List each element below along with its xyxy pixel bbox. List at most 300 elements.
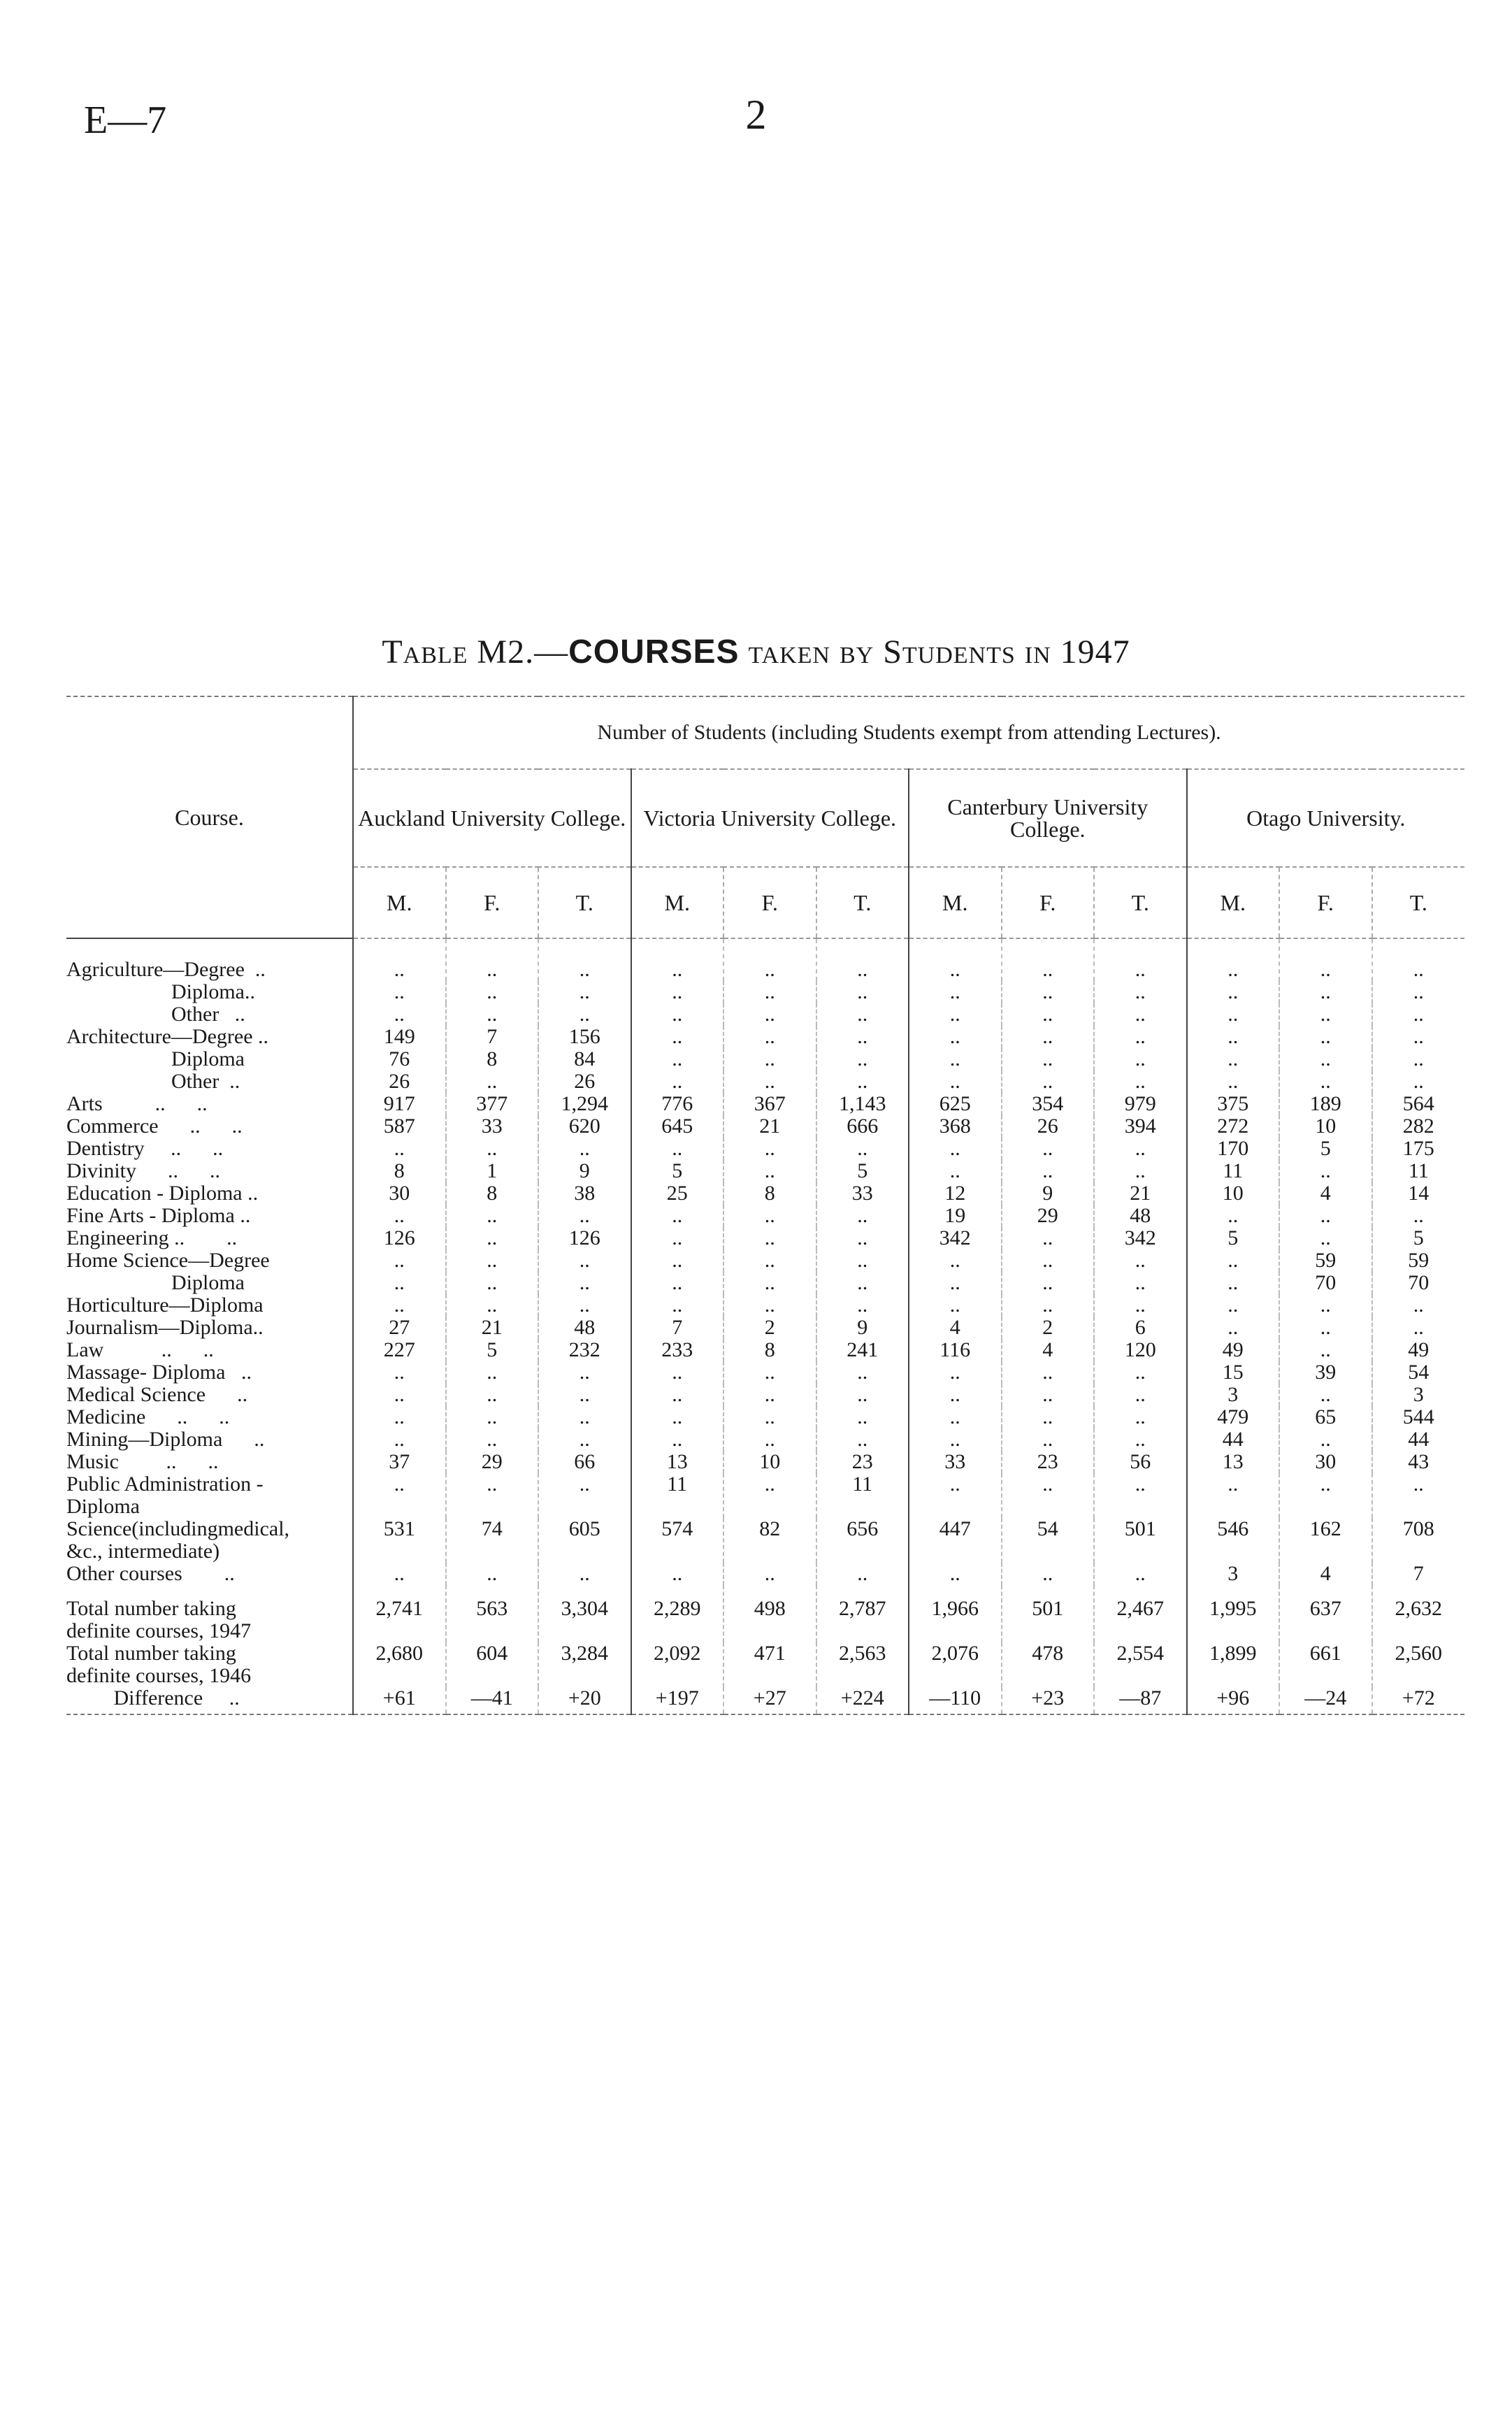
count-cell: ..	[1002, 1048, 1095, 1070]
count-cell: +197	[631, 1687, 724, 1714]
count-cell: 49	[1372, 1339, 1465, 1361]
count-cell: 5	[631, 1160, 724, 1182]
count-cell: ..	[723, 1138, 816, 1160]
sub-header-m: M.	[631, 867, 724, 938]
count-cell: ..	[353, 1406, 446, 1428]
count-cell: 2	[723, 1317, 816, 1339]
count-cell: ..	[816, 1249, 909, 1272]
count-cell: 12	[909, 1182, 1002, 1205]
count-cell: ..	[353, 1384, 446, 1406]
count-cell: 342	[1094, 1227, 1187, 1249]
count-cell: ..	[1187, 1473, 1280, 1518]
table-row	[66, 1361, 1464, 1384]
count-cell: ..	[631, 1138, 724, 1160]
count-cell: —41	[446, 1687, 539, 1714]
count-cell: 38	[538, 1182, 631, 1205]
count-cell: 23	[816, 1451, 909, 1473]
table-row	[66, 1339, 1464, 1361]
count-cell: 367	[723, 1093, 816, 1115]
count-cell: ..	[538, 1406, 631, 1428]
count-cell: ..	[446, 1205, 539, 1227]
count-cell: ..	[538, 1272, 631, 1294]
count-cell: 26	[538, 1070, 631, 1093]
count-cell: 70	[1279, 1272, 1372, 1294]
count-cell: 479	[1187, 1406, 1280, 1428]
count-cell: 1,899	[1187, 1642, 1280, 1687]
count-cell: 54	[1002, 1518, 1095, 1563]
count-cell: ..	[909, 1070, 1002, 1093]
college-header-victoria: Victoria University College.	[631, 769, 909, 867]
count-cell: ..	[1187, 1048, 1280, 1070]
count-cell: ..	[723, 1361, 816, 1384]
count-cell: 546	[1187, 1518, 1280, 1563]
count-cell: 54	[1372, 1361, 1465, 1384]
count-cell: 661	[1279, 1642, 1372, 1687]
count-cell: ..	[1094, 1384, 1187, 1406]
count-cell: ..	[1372, 1026, 1465, 1048]
sub-header-t: T.	[538, 867, 631, 938]
count-cell: ..	[631, 1227, 724, 1249]
table-row	[66, 1687, 1464, 1714]
count-cell: ..	[1279, 981, 1372, 1003]
count-cell: ..	[723, 938, 816, 981]
count-cell: 4	[1279, 1182, 1372, 1205]
count-cell: 605	[538, 1518, 631, 1563]
table-title-suffix: taken by Students in 1947	[739, 633, 1130, 671]
count-cell: —24	[1279, 1687, 1372, 1714]
table-row	[66, 1406, 1464, 1428]
count-cell: ..	[631, 1048, 724, 1070]
count-cell: ..	[1187, 1205, 1280, 1227]
count-cell: ..	[816, 1003, 909, 1026]
count-cell: ..	[1002, 981, 1095, 1003]
count-cell: ..	[631, 1272, 724, 1294]
table-row	[66, 938, 1464, 981]
course-label: Law .. ..	[66, 1339, 353, 1361]
count-cell: 2,680	[353, 1642, 446, 1687]
count-cell: +72	[1372, 1687, 1465, 1714]
course-label: Diploma..	[66, 981, 353, 1003]
count-cell: ..	[723, 1160, 816, 1182]
course-label: Fine Arts - Diploma ..	[66, 1205, 353, 1227]
count-cell: ..	[1372, 1205, 1465, 1227]
sub-header-m: M.	[353, 867, 446, 938]
count-cell: ..	[1002, 1294, 1095, 1317]
count-cell: ..	[1002, 1003, 1095, 1026]
count-cell: 1,995	[1187, 1585, 1280, 1642]
course-label: Music .. ..	[66, 1451, 353, 1473]
table-row	[66, 1026, 1464, 1048]
count-cell: ..	[909, 1249, 1002, 1272]
count-cell: 2,076	[909, 1642, 1002, 1687]
count-cell: 120	[1094, 1339, 1187, 1361]
table-body	[66, 938, 1464, 1714]
course-label: Horticulture—Diploma	[66, 1294, 353, 1317]
count-cell: ..	[1094, 1406, 1187, 1428]
count-cell: ..	[816, 1563, 909, 1585]
count-cell: ..	[909, 1160, 1002, 1182]
count-cell: ..	[1279, 1048, 1372, 1070]
count-cell: 3	[1372, 1384, 1465, 1406]
table-row	[66, 1138, 1464, 1160]
count-cell: ..	[1279, 1070, 1372, 1093]
course-label: Medicine .. ..	[66, 1406, 353, 1428]
course-label: Science(includingmedical, &c., intermediate)	[66, 1518, 353, 1563]
count-cell: 666	[816, 1115, 909, 1138]
count-cell: 8	[723, 1182, 816, 1205]
count-cell: ..	[1187, 1272, 1280, 1294]
course-label: Home Science—Degree	[66, 1249, 353, 1272]
count-cell: ..	[446, 1428, 539, 1451]
count-cell: +27	[723, 1687, 816, 1714]
table-row	[66, 1563, 1464, 1585]
count-cell: 156	[538, 1026, 631, 1048]
count-cell: 10	[723, 1451, 816, 1473]
table-row	[66, 1160, 1464, 1182]
count-cell: ..	[1094, 1070, 1187, 1093]
count-cell: ..	[1094, 1249, 1187, 1272]
count-cell: ..	[538, 1563, 631, 1585]
count-cell: 564	[1372, 1093, 1465, 1115]
count-cell: 2,289	[631, 1585, 724, 1642]
course-label: Total number taking definite courses, 1946	[66, 1642, 353, 1687]
count-cell: +23	[1002, 1687, 1095, 1714]
count-cell: 2,632	[1372, 1585, 1465, 1642]
count-cell: 2,563	[816, 1642, 909, 1687]
count-cell: ..	[1279, 1428, 1372, 1451]
count-cell: ..	[353, 1272, 446, 1294]
count-cell: 1,143	[816, 1093, 909, 1115]
course-column-header: Course.	[66, 696, 353, 938]
count-cell: ..	[909, 1563, 1002, 1585]
count-cell: ..	[631, 1563, 724, 1585]
count-cell: 708	[1372, 1518, 1465, 1563]
count-cell: ..	[723, 1249, 816, 1272]
count-cell: ..	[631, 1205, 724, 1227]
course-label: Divinity .. ..	[66, 1160, 353, 1182]
count-cell: ..	[1279, 1227, 1372, 1249]
count-cell: 21	[446, 1317, 539, 1339]
count-cell: 48	[1094, 1205, 1187, 1227]
count-cell: ..	[1279, 1003, 1372, 1026]
count-cell: ..	[1002, 1563, 1095, 1585]
count-cell: 65	[1279, 1406, 1372, 1428]
count-cell: ..	[723, 1473, 816, 1518]
count-cell: 4	[1279, 1563, 1372, 1585]
count-cell: ..	[446, 981, 539, 1003]
count-cell: 19	[909, 1205, 1002, 1227]
count-cell: 59	[1279, 1249, 1372, 1272]
count-cell: 11	[1187, 1160, 1280, 1182]
count-cell: ..	[1372, 1048, 1465, 1070]
count-cell: ..	[538, 1205, 631, 1227]
count-cell: 27	[353, 1317, 446, 1339]
count-cell: +61	[353, 1687, 446, 1714]
count-cell: 574	[631, 1518, 724, 1563]
count-cell: 531	[353, 1518, 446, 1563]
table-row	[66, 1294, 1464, 1317]
count-cell: 7	[1372, 1563, 1465, 1585]
count-cell: ..	[1279, 1473, 1372, 1518]
count-cell: ..	[1094, 1361, 1187, 1384]
count-cell: ..	[1094, 1160, 1187, 1182]
count-cell: 8	[446, 1048, 539, 1070]
count-cell: 5	[816, 1160, 909, 1182]
count-cell: ..	[1372, 1003, 1465, 1026]
count-cell: 11	[816, 1473, 909, 1518]
count-cell: —87	[1094, 1687, 1187, 1714]
count-cell: ..	[631, 1361, 724, 1384]
count-cell: ..	[1279, 1205, 1372, 1227]
table-title-prefix: Table M2.—	[382, 633, 569, 671]
count-cell: ..	[1279, 1339, 1372, 1361]
count-cell: ..	[446, 1249, 539, 1272]
table-row	[66, 1249, 1464, 1272]
count-cell: ..	[723, 1406, 816, 1428]
course-label: Diploma	[66, 1048, 353, 1070]
count-cell: 1	[446, 1160, 539, 1182]
count-cell: ..	[723, 1026, 816, 1048]
sub-header-m: M.	[909, 867, 1002, 938]
count-cell: ..	[909, 1294, 1002, 1317]
count-cell: ..	[1002, 1138, 1095, 1160]
count-cell: 377	[446, 1093, 539, 1115]
count-cell: ..	[1094, 1026, 1187, 1048]
count-cell: ..	[353, 1003, 446, 1026]
count-cell: 8	[723, 1339, 816, 1361]
count-cell: ..	[723, 1272, 816, 1294]
count-cell: 3,304	[538, 1585, 631, 1642]
sub-header-t: T.	[816, 867, 909, 938]
count-cell: 979	[1094, 1093, 1187, 1115]
count-cell: 5	[1187, 1227, 1280, 1249]
course-label: Mining—Diploma ..	[66, 1428, 353, 1451]
count-cell: ..	[816, 1428, 909, 1451]
count-cell: ..	[538, 1384, 631, 1406]
college-header-otago: Otago University.	[1187, 769, 1465, 867]
count-cell: ..	[816, 938, 909, 981]
table-row	[66, 1182, 1464, 1205]
count-cell: 43	[1372, 1451, 1465, 1473]
course-label: Diploma	[66, 1272, 353, 1294]
table-row	[66, 1473, 1464, 1518]
count-cell: ..	[816, 1026, 909, 1048]
course-label: Medical Science ..	[66, 1384, 353, 1406]
count-cell: ..	[1187, 1070, 1280, 1093]
count-cell: ..	[1002, 1160, 1095, 1182]
count-cell: 6	[1094, 1317, 1187, 1339]
count-cell: ..	[1094, 1563, 1187, 1585]
count-cell: ..	[446, 1406, 539, 1428]
count-cell: 189	[1279, 1093, 1372, 1115]
count-cell: 604	[446, 1642, 539, 1687]
count-cell: ..	[816, 1048, 909, 1070]
count-cell: ..	[353, 1249, 446, 1272]
count-cell: 37	[353, 1451, 446, 1473]
count-cell: 2,787	[816, 1585, 909, 1642]
table-title	[0, 633, 1512, 671]
sub-header-f: F.	[446, 867, 539, 938]
count-cell: 175	[1372, 1138, 1465, 1160]
count-cell: ..	[1094, 1138, 1187, 1160]
count-cell: ..	[631, 981, 724, 1003]
count-cell: ..	[1279, 1026, 1372, 1048]
table-row	[66, 1205, 1464, 1227]
count-cell: ..	[538, 938, 631, 981]
count-cell: ..	[446, 1384, 539, 1406]
count-cell: +96	[1187, 1687, 1280, 1714]
count-cell: ..	[446, 1070, 539, 1093]
count-cell: ..	[446, 1227, 539, 1249]
count-cell: 15	[1187, 1361, 1280, 1384]
count-cell: ..	[723, 1003, 816, 1026]
count-cell: 2,560	[1372, 1642, 1465, 1687]
course-label: Difference ..	[66, 1687, 353, 1714]
count-cell: ..	[816, 1294, 909, 1317]
count-cell: 9	[1002, 1182, 1095, 1205]
count-cell: 9	[538, 1160, 631, 1182]
count-cell: ..	[631, 1249, 724, 1272]
count-cell: ..	[1094, 1048, 1187, 1070]
count-cell: 8	[353, 1160, 446, 1182]
course-label: Engineering .. ..	[66, 1227, 353, 1249]
count-cell: 645	[631, 1115, 724, 1138]
table-row	[66, 981, 1464, 1003]
count-cell: ..	[816, 1384, 909, 1406]
count-cell: ..	[1372, 1317, 1465, 1339]
count-cell: 1,294	[538, 1093, 631, 1115]
count-cell: ..	[631, 1026, 724, 1048]
count-cell: ..	[816, 981, 909, 1003]
count-cell: 14	[1372, 1182, 1465, 1205]
count-cell: 2,092	[631, 1642, 724, 1687]
count-cell: 368	[909, 1115, 1002, 1138]
table-row	[66, 1428, 1464, 1451]
count-cell: ..	[353, 1138, 446, 1160]
course-label: Dentistry .. ..	[66, 1138, 353, 1160]
count-cell: ..	[1094, 1272, 1187, 1294]
count-cell: 5	[446, 1339, 539, 1361]
count-cell: ..	[723, 1048, 816, 1070]
page-number: 2	[745, 92, 767, 138]
table-row	[66, 1451, 1464, 1473]
count-cell: ..	[631, 1294, 724, 1317]
count-cell: 394	[1094, 1115, 1187, 1138]
count-cell: ..	[1372, 1294, 1465, 1317]
table-row	[66, 1227, 1464, 1249]
count-cell: ..	[538, 1138, 631, 1160]
count-cell: ..	[816, 1227, 909, 1249]
count-cell: 49	[1187, 1339, 1280, 1361]
course-label: Other courses ..	[66, 1563, 353, 1585]
count-cell: 33	[909, 1451, 1002, 1473]
count-cell: 917	[353, 1093, 446, 1115]
count-cell: ..	[631, 1428, 724, 1451]
count-cell: 501	[1094, 1518, 1187, 1563]
table-row	[66, 1048, 1464, 1070]
count-cell: ..	[446, 1003, 539, 1026]
count-cell: 59	[1372, 1249, 1465, 1272]
count-cell: 21	[1094, 1182, 1187, 1205]
count-cell: ..	[631, 1070, 724, 1093]
count-cell: 8	[446, 1182, 539, 1205]
count-cell: ..	[1279, 938, 1372, 981]
sub-header-m: M.	[1187, 867, 1280, 938]
count-cell: ..	[1002, 1473, 1095, 1518]
count-cell: 7	[446, 1026, 539, 1048]
count-cell: ..	[1002, 938, 1095, 981]
count-cell: ..	[909, 1428, 1002, 1451]
count-cell: 70	[1372, 1272, 1465, 1294]
count-cell: 33	[446, 1115, 539, 1138]
count-cell: ..	[909, 1361, 1002, 1384]
count-cell: 587	[353, 1115, 446, 1138]
count-cell: ..	[1002, 1026, 1095, 1048]
count-cell: ..	[538, 1003, 631, 1026]
count-cell: 342	[909, 1227, 1002, 1249]
count-cell: ..	[353, 1361, 446, 1384]
table-row	[66, 1518, 1464, 1563]
count-cell: ..	[538, 1361, 631, 1384]
table-row	[66, 1384, 1464, 1406]
course-label: Public Administration - Diploma	[66, 1473, 353, 1518]
count-cell: ..	[909, 1272, 1002, 1294]
count-cell: 76	[353, 1048, 446, 1070]
count-cell: 656	[816, 1518, 909, 1563]
college-header-auckland: Auckland University College.	[353, 769, 631, 867]
count-cell: +224	[816, 1687, 909, 1714]
count-cell: 3,284	[538, 1642, 631, 1687]
count-cell: ..	[1094, 1294, 1187, 1317]
course-label: Other ..	[66, 1070, 353, 1093]
count-cell: 447	[909, 1518, 1002, 1563]
count-cell: 13	[1187, 1451, 1280, 1473]
count-cell: ..	[723, 1205, 816, 1227]
count-cell: ..	[816, 1406, 909, 1428]
count-cell: ..	[909, 1384, 1002, 1406]
count-cell: 170	[1187, 1138, 1280, 1160]
count-cell: ..	[446, 1272, 539, 1294]
count-cell: 21	[723, 1115, 816, 1138]
sub-header-f: F.	[1002, 867, 1095, 938]
count-cell: ..	[723, 1563, 816, 1585]
count-cell: 7	[631, 1317, 724, 1339]
count-cell: ..	[816, 1070, 909, 1093]
count-cell: ..	[1187, 1294, 1280, 1317]
count-cell: ..	[1002, 1249, 1095, 1272]
count-cell: ..	[538, 981, 631, 1003]
count-cell: ..	[816, 1272, 909, 1294]
count-cell: ..	[816, 1361, 909, 1384]
count-cell: ..	[1279, 1294, 1372, 1317]
count-cell: 776	[631, 1093, 724, 1115]
count-cell: ..	[1187, 1249, 1280, 1272]
count-cell: ..	[1187, 1026, 1280, 1048]
count-cell: 637	[1279, 1585, 1372, 1642]
table-row	[66, 1642, 1464, 1687]
count-cell: ..	[446, 1361, 539, 1384]
count-cell: 66	[538, 1451, 631, 1473]
count-cell: ..	[446, 1294, 539, 1317]
count-cell: 620	[538, 1115, 631, 1138]
count-cell: ..	[631, 1384, 724, 1406]
count-cell: ..	[909, 1026, 1002, 1048]
count-cell: 126	[538, 1227, 631, 1249]
count-cell: 1,966	[909, 1585, 1002, 1642]
count-cell: 232	[538, 1339, 631, 1361]
count-cell: ..	[1002, 1272, 1095, 1294]
count-cell: 26	[1002, 1115, 1095, 1138]
